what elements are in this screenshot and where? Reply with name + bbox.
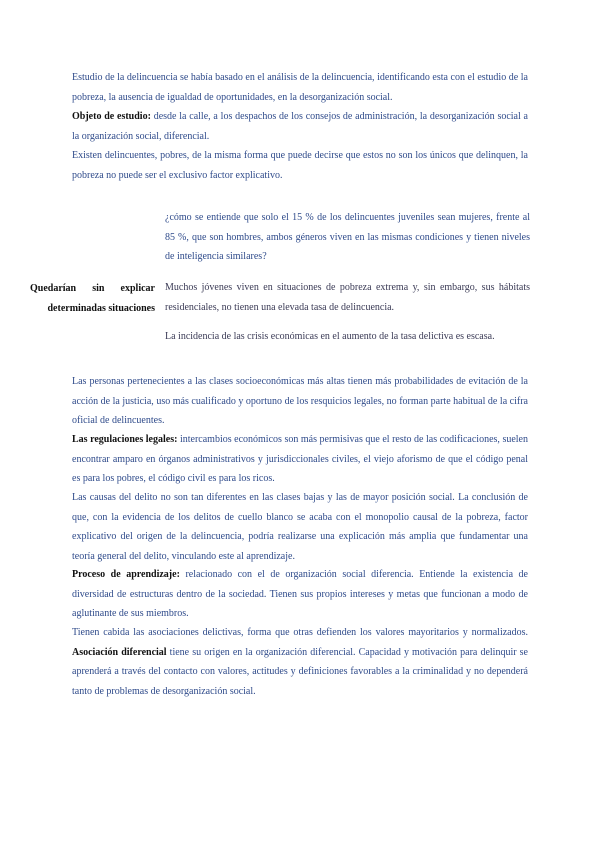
question-youth-poverty: Muchos jóvenes viven en situaciones de pobreza extrema y, sin embargo, sus hábitats residenciales, no tienen una elevada tasa de delincuencia. [165, 282, 530, 313]
paragraph-upper-classes: Las personas pertenecientes a las clases socioeconómicas más altas tienen más probabilidades de evitación de la acción de la justicia, uso más cualificado y oportuno de los resquicios legales, no forman parte habitual de la cifra oficial de delincuentes. [72, 376, 528, 426]
paragraph-differential-association [72, 623, 528, 701]
learning-process-text: relacionado con el de organización social diferencia. Entiende la existencia de diversidad de estructuras dentro de la sociedad. Tienen sus propios intereses y metas que funcionan a modo de aglutinante de sus miembros. [72, 569, 528, 619]
side-label-unexplained: Quedarían sin explicar determinadas situaciones [30, 283, 155, 314]
paragraph-learning-process [72, 565, 528, 624]
learning-process-label: Proceso de aprendizaje: [72, 569, 180, 580]
differential-association-intro: Tienen cabida las asociaciones delictivas, forma que otras defienden los valores mayoritarios y normalizados. [72, 627, 528, 638]
object-of-study-text: desde la calle, a los despachos de los consejos de administración, la desorganización social a la organización social, diferencial. [72, 111, 528, 142]
legal-regulations-text: intercambios económicos son más permisivas que el resto de las codificaciones, suelen encontrar amparo en órganos administrativos y jurisdiccionales civiles, el viejo aforismo de que el código penal es para los pobres, el código civil es para los ricos. [72, 434, 528, 484]
paragraph-crime-causes: Las causas del delito no son tan diferentes en las clases bajas y las de mayor posición social. La conclusión de que, con la evidencia de los delitos de cuello blanco se acaba con el monopolio causal de la pobreza, factor explicativo del origen de la delincuencia, podría realizarse una explicación más amplia que fundamentar una teoría general del delito, vinculando este al aprendizaje. [72, 492, 528, 562]
paragraph-poverty-factor: Existen delincuentes, pobres, de la misma forma que puede decirse que estos no son los únicos que delinquen, la pobreza no puede ser el exclusivo factor explicativo. [72, 150, 528, 181]
differential-association-text: tiene su origen en la organización diferencial. Capacidad y motivación para delinquir se aprenderá a través del contacto con valores, actitudes y definiciones favorables a la criminalidad y no dependerá tanto de problemas de desorganización social. [72, 646, 528, 697]
legal-regulations-label: Las regulaciones legales: [72, 434, 178, 445]
object-of-study-label: Objeto de estudio: [72, 111, 151, 122]
question-gender: ¿cómo se entiende que solo el 15 % de los delincuentes juveniles sean mujeres, frente al 85 %, que son hombres, ambos géneros viven en las mismas condiciones y tienen niveles de inteligencia similares? [165, 212, 530, 262]
paragraph-legal-regulations [72, 430, 528, 489]
question-economic-crisis: La incidencia de las crisis económicas en el aumento de la tasa delictiva es escasa. [165, 331, 495, 342]
differential-association-label: Asociación diferencial [72, 646, 167, 658]
paragraph-object-of-study [72, 107, 528, 146]
paragraph-delinquency-study: Estudio de la delincuencia se había basado en el análisis de la delincuencia, identificando esta con el estudio de la pobreza, la ausencia de igualdad de oportunidades, en la desorganización social. [72, 72, 528, 103]
